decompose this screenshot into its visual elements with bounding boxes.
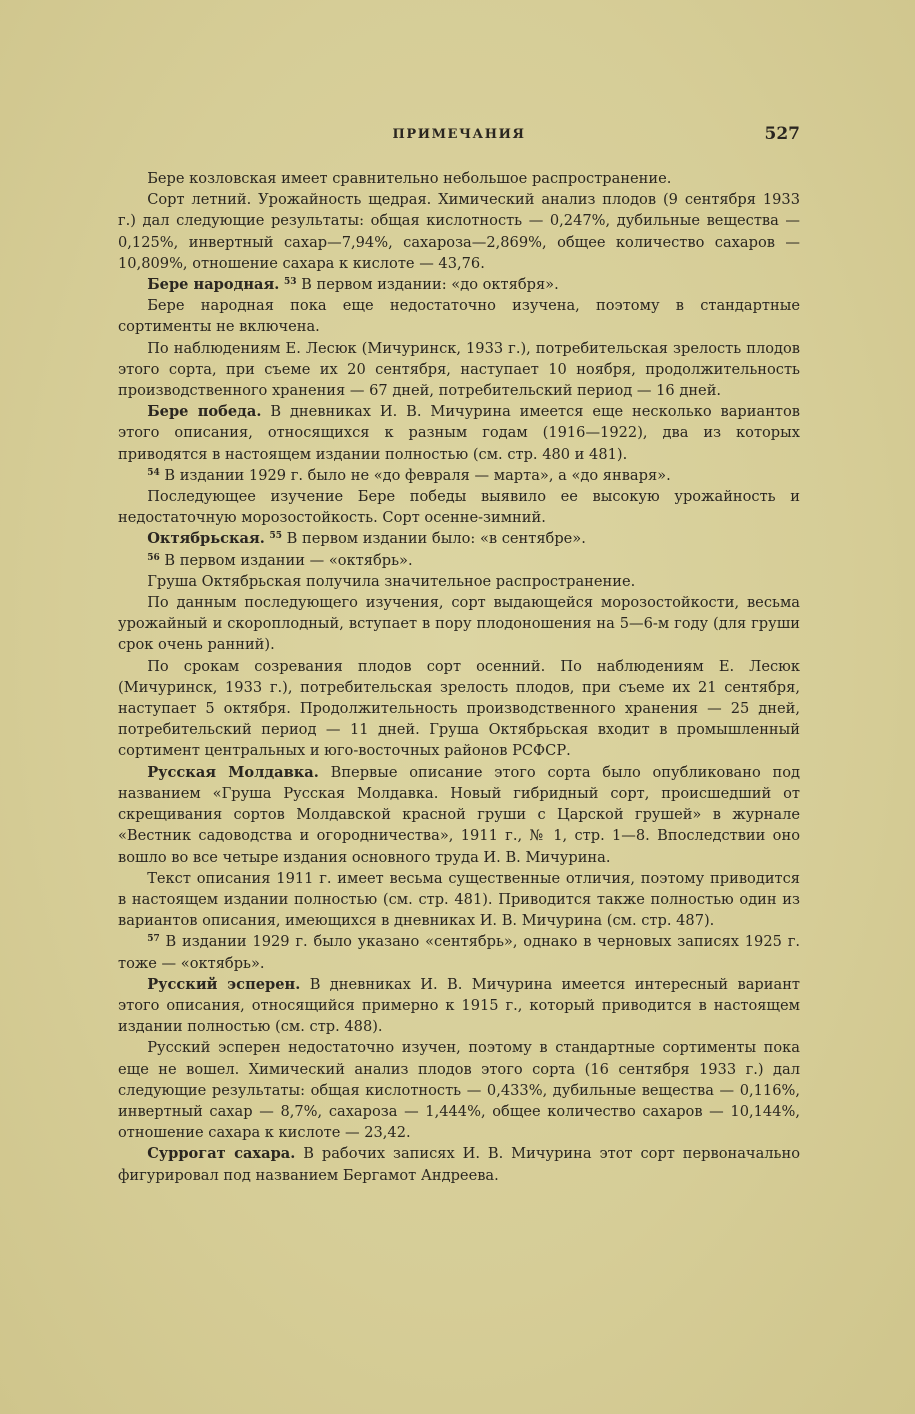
paragraph (118, 465, 800, 486)
variety-heading: Октябрьская. (147, 530, 265, 548)
paragraph (118, 974, 800, 1038)
paragraph-text: По срокам созревания плодов сорт осенний. По наблюдениям Е. Лесюк (Мичуринск, 1933 г.), потребительская зрелость плодов, при съеме их 21 сентября, наступает 5 октября. Продолжительность производственного хранения — 25 дней, потребительский период — 11 дней. Груша Октябрьская входит в промышленный сортимент центральных и юго-восточных районов РСФСР. (118, 657, 800, 760)
footnote-marker: 55 (269, 531, 283, 542)
paragraph (118, 592, 800, 656)
paragraph-text: Бере народная пока еще недостаточно изучена, поэтому в стандартные сортименты не включена. (118, 297, 800, 336)
paragraph (118, 295, 800, 337)
paragraph (118, 931, 800, 973)
footnote-marker: 53 (283, 277, 297, 288)
paragraph (118, 528, 800, 549)
page-header (118, 124, 800, 149)
paragraph (118, 189, 800, 274)
paragraph (118, 571, 800, 592)
paragraph-text: В издании 1929 г. было не «до февраля — марта», а «до января». (164, 466, 671, 484)
variety-heading: Бере народная. (147, 276, 280, 294)
paragraph-text: Сорт летний. Урожайность щедрая. Химический анализ плодов (9 сентября 1933 г.) дал следующие результаты: общая кислотность — 0,247%, дубильные вещества — 0,125%, инвертный сахар—7,94%, сахароза—2,869%, общее количество сахаров — 10,809%, отношение сахара к кислоте — 43,76. (118, 191, 800, 272)
footnote-marker: 56 (147, 552, 160, 563)
variety-heading: Суррогат сахара. (147, 1145, 296, 1163)
paragraph-text: Русский эсперен недостаточно изучен, поэтому в стандартные сортименты пока еще не вошел. Химический анализ плодов этого сорта (16 сентября 1933 г.) дал следующие результаты: общая кислотность — 0,433%, дубильные вещества — 0,116%, инвертный сахар — 8,7%, сахароза — 1,444%, общее количество сахаров — 10,144%, отношение сахара к кислоте — 23,42. (118, 1039, 800, 1142)
paragraph-text: В первом издании: «до октября». (301, 276, 559, 294)
paragraph-text: По наблюдениям Е. Лесюк (Мичуринск, 1933 г.), потребительская зрелость плодов этого сорта, при съеме их 20 сентября, наступает 10 ноября, продолжительность производственного хранения — 67 дней, потребительский период — 16 дней. (118, 339, 800, 400)
paragraph-text: Груша Октябрьская получила значительное распространение. (147, 572, 636, 590)
paragraph-text: В издании 1929 г. было указано «сентябрь», однако в черновых записях 1925 г. тоже — «октябрь». (118, 933, 800, 972)
body-text (118, 168, 800, 1186)
paragraph (118, 401, 800, 465)
paragraph (118, 868, 800, 932)
page-number: 527 (764, 124, 800, 144)
paragraph-text: Текст описания 1911 г. имеет весьма существенные отличия, поэтому приводится в настоящем издании полностью (см. стр. 481). Приводится также полностью один из вариантов описания, имеющихся в дневниках И. В. Мичурина (см. стр. 487). (118, 869, 800, 930)
paragraph-text: В дневниках И. В. Мичурина имеется интересный вариант этого описания, относящийся примерно к 1915 г., который приводится в настоящем издании полностью (см. стр. 488). (118, 975, 800, 1036)
paragraph-text: Впервые описание этого сорта было опубликовано под названием «Груша Русская Молдавка. Новый гибридный сорт, происшедший от скрещивания сортов Молдавской красной груши с Царской грушей» в журнале «Вестник садоводства и огородничества», 1911 г., № 1, стр. 1—8. Впоследствии оно вошло во все четыре издания основного труда И. В. Мичурина. (118, 763, 801, 866)
paragraph-text: По данным последующего изучения, сорт выдающейся морозостойкости, весьма урожайный и скороплодный, вступает в пору плодоношения на 5—6-м году (для груши срок очень ранний). (118, 594, 800, 654)
paragraph-text: Бере козловская имеет сравнительно небольшое распространение. (147, 170, 672, 187)
paragraph-text: В первом издании было: «в сентябре». (286, 530, 586, 548)
paragraph (118, 1037, 800, 1143)
paragraph (118, 274, 800, 295)
footnote-marker: 57 (147, 934, 160, 945)
paragraph (118, 656, 800, 762)
paragraph-text: В первом издании — «октябрь». (164, 551, 413, 569)
running-title: ПРИМЕЧАНИЯ (392, 127, 526, 142)
paragraph (118, 338, 800, 402)
variety-heading: Русский эсперен. (147, 975, 301, 993)
variety-heading: Бере победа. (147, 403, 262, 421)
paragraph (118, 550, 800, 571)
paragraph (118, 168, 800, 189)
paragraph-text: В дневниках И. В. Мичурина имеется еще несколько вариантов этого описания, относящихся к разным годам (1916—1922), два из которых приводятся в настоящем издании полностью (см. стр. 480 и 481). (118, 403, 800, 463)
footnote-marker: 54 (147, 467, 160, 478)
paragraph-text: Последующее изучение Бере победы выявило ее высокую урожайность и недостаточную морозостойкость. Сорт осенне-зимний. (118, 488, 800, 527)
paragraph (118, 1143, 800, 1185)
paragraph-text: В рабочих записях И. В. Мичурина этот сорт первоначально фигурировал под названием Бергамот Андреева. (118, 1145, 801, 1184)
paragraph (118, 762, 800, 868)
paragraph (118, 486, 800, 528)
variety-heading: Русская Молдавка. (147, 763, 319, 781)
